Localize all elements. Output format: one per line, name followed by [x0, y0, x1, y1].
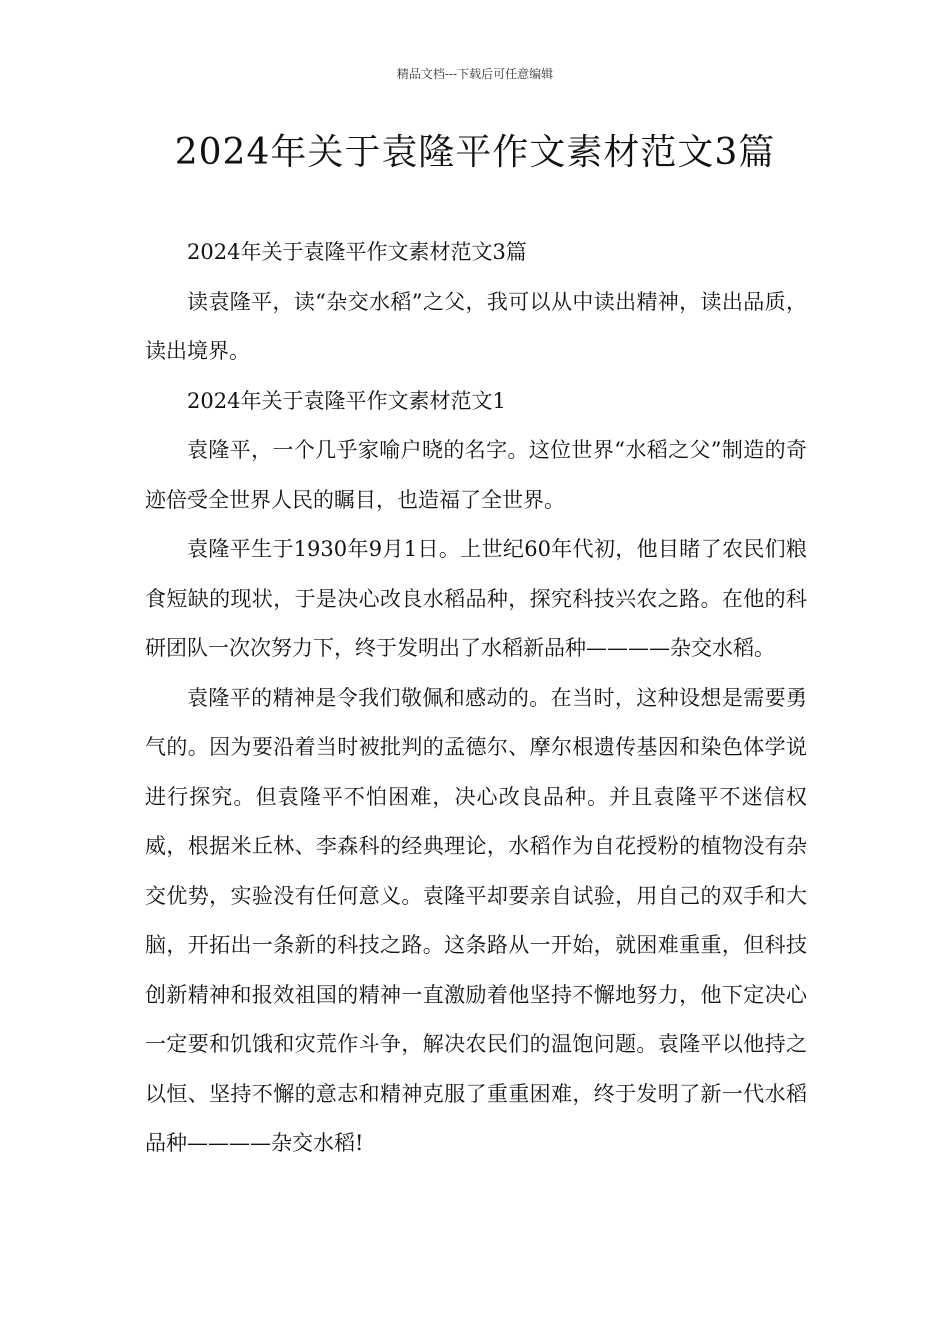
document-title: 2024年关于袁隆平作文素材范文3篇 — [174, 132, 776, 173]
document-body — [145, 228, 807, 1169]
paragraph-section-heading: 2024年关于袁隆平作文素材范文1 — [187, 388, 506, 413]
paragraph-subtitle: 2024年关于袁隆平作文素材范文3篇 — [187, 240, 527, 264]
paragraph-body: 袁隆平的精神是令我们敬佩和感动的。在当时，这种设想是需要勇气的。因为要沿着当时被批判的孟德尔、摩尔根遗传基因和染色体学说进行探究。但袁隆平不怕困难，决心改良品种。并且袁隆平不迷信权威，根据米丘林、李森科的经典理论，水稻作为自花授粉的植物没有杂交优势，实验没有任何意义。袁隆平却要亲自试验，用自己的双手和大脑，开拓出一条新的科技之路。这条路从一开始，就困难重重，但科技创新精神和报效祖国的精神一直激励着他坚持不懈地努力，他下定决心一定要和饥饿和灾荒作斗争，解决农民们的温饱问题。袁隆平以他持之以恒、坚持不懈的意志和精神克服了重重困难，终于发明了新一代水稻品种————杂交水稻! — [145, 685, 807, 1155]
header-note: 精品文档---下载后可任意编辑 — [396, 67, 554, 81]
paragraph-body: 袁隆平生于1930年9月1日。上世纪60年代初，他目睹了农民们粮食短缺的现状，于是决心改良水稻品种，探究科技兴农之路。在他的科研团队一次次努力下，终于发明出了水稻新品种————杂交水稻。 — [145, 537, 807, 660]
paragraph-body: 袁隆平，一个几乎家喻户晓的名字。这位世界“水稻之父”制造的奇迹倍受全世界人民的瞩目，也造福了全世界。 — [145, 438, 807, 512]
paragraph-intro: 读袁隆平，读“杂交水稻”之父，我可以从中读出精神，读出品质，读出境界。 — [145, 289, 807, 363]
